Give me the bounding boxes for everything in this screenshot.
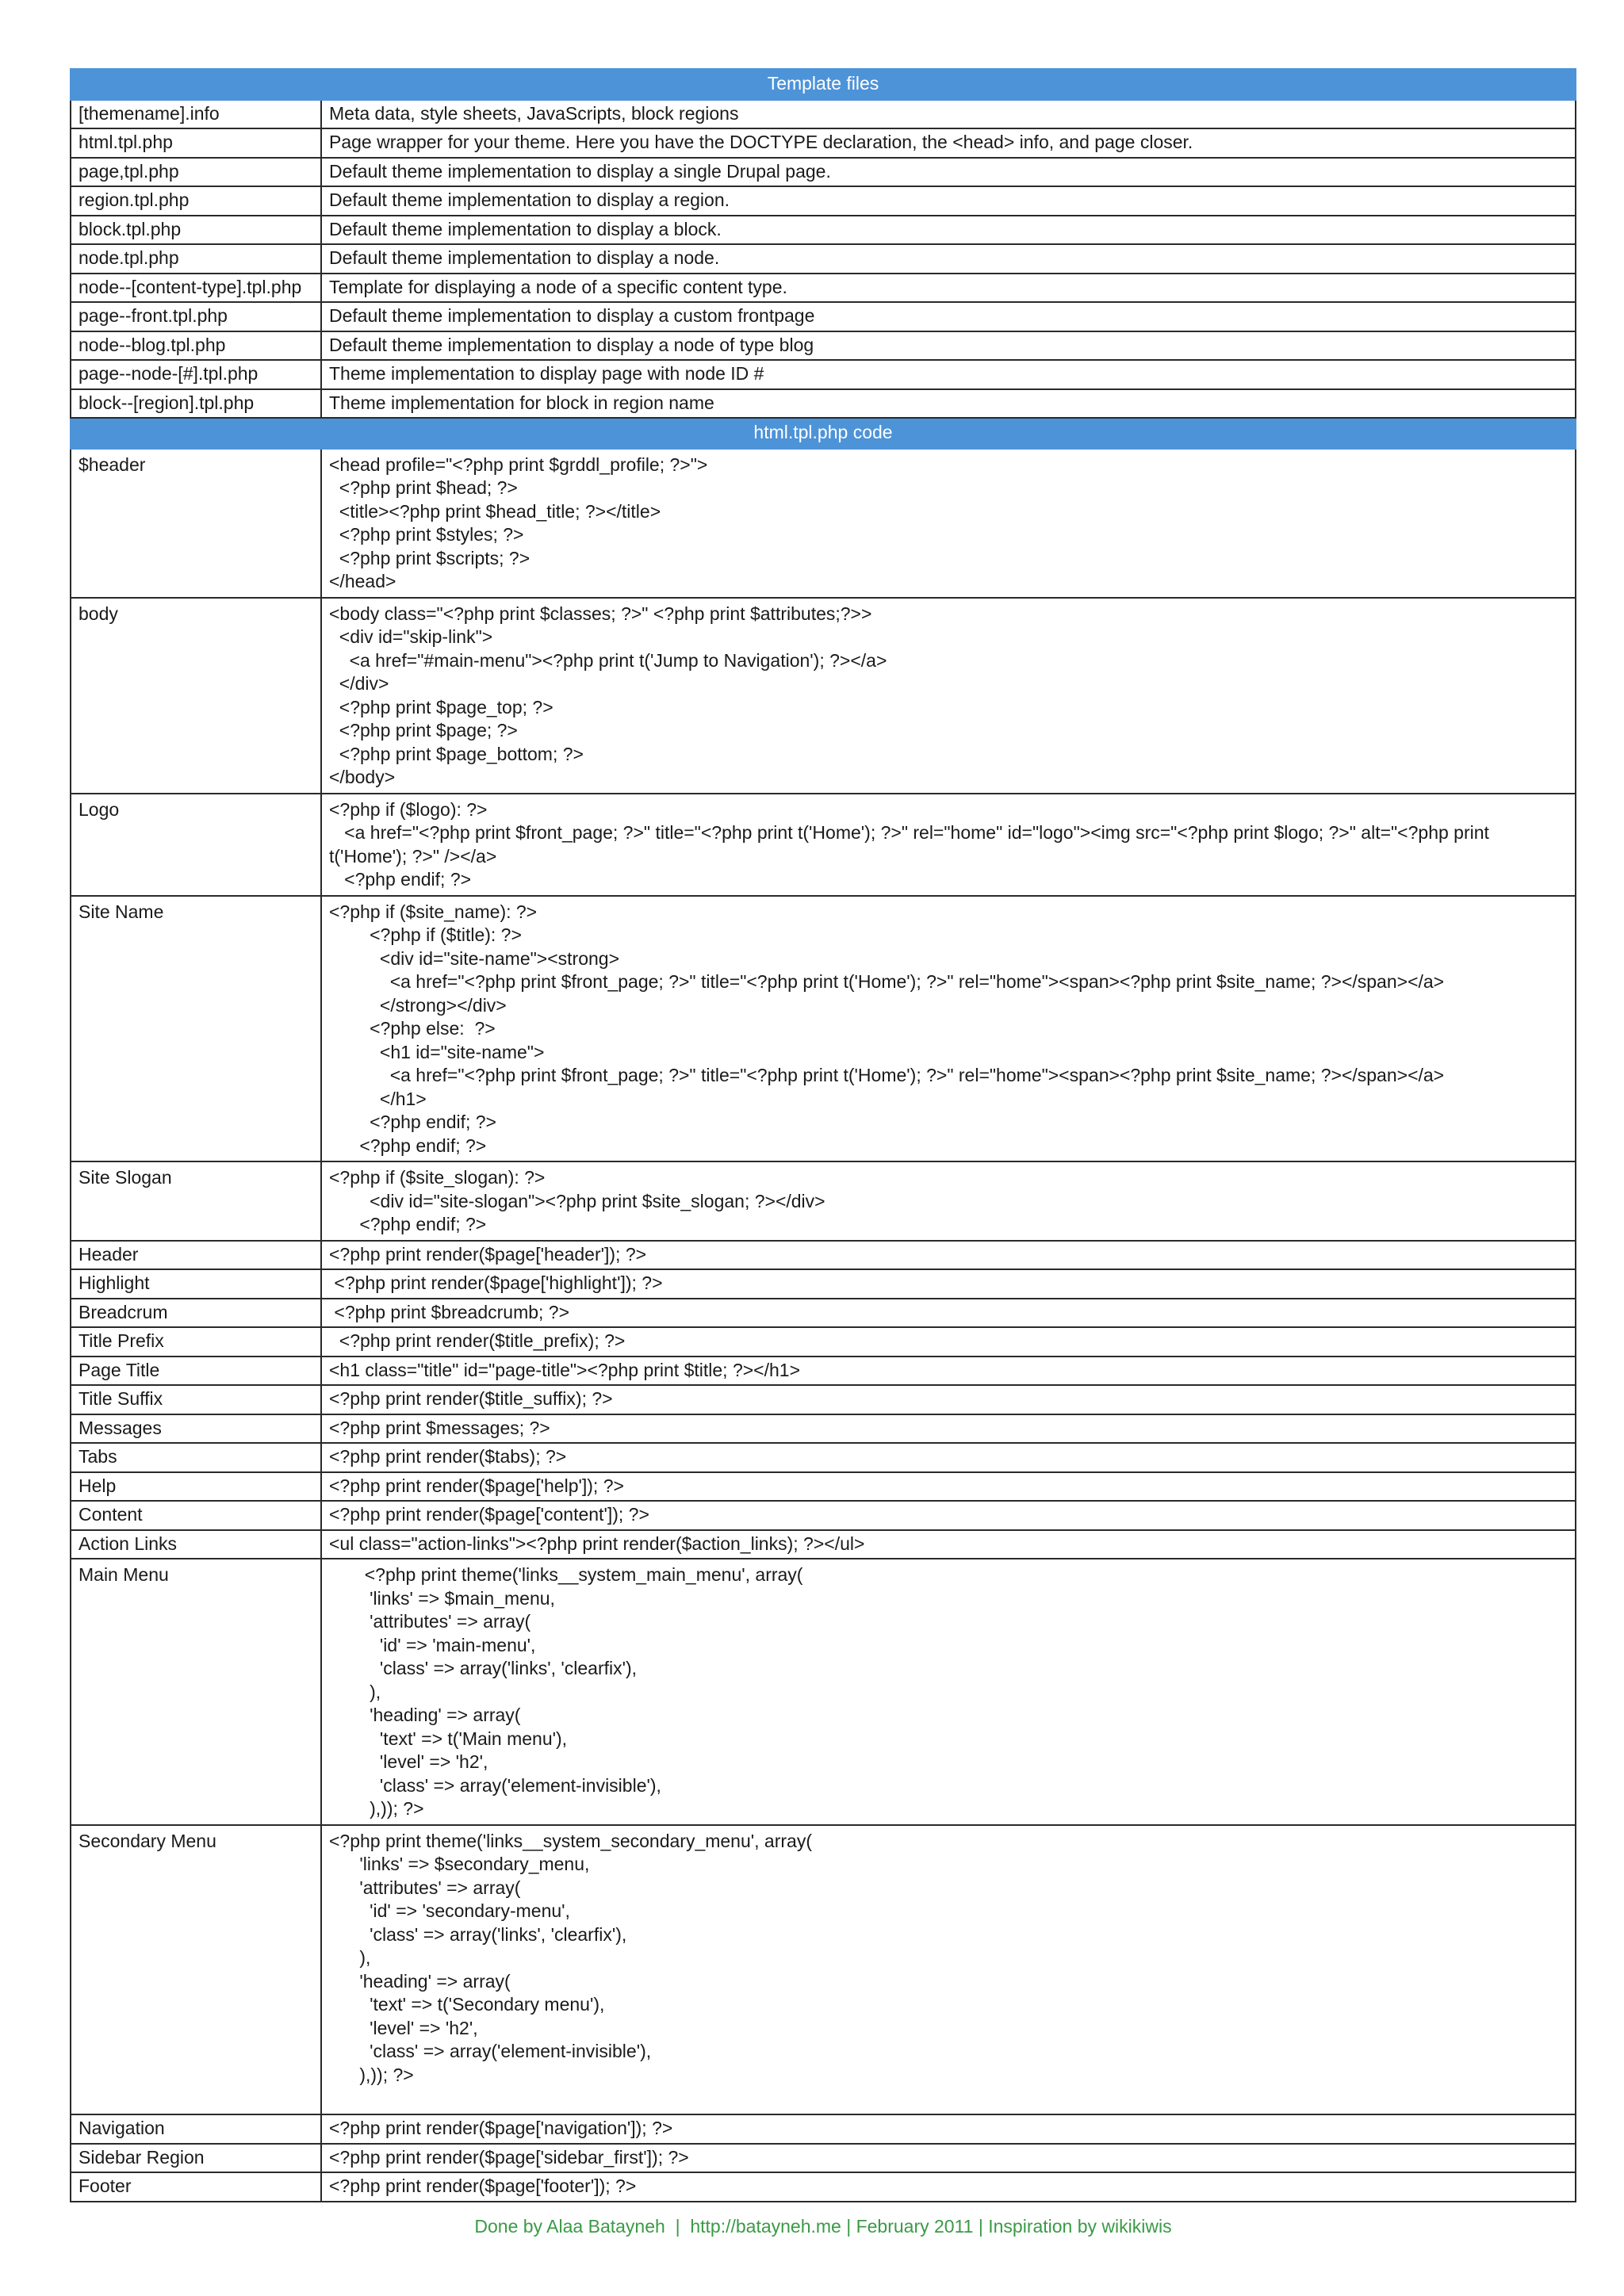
- file-description: Template for displaying a node of a specific content type.: [321, 274, 1576, 303]
- table-row: [71, 274, 1576, 303]
- region-label: Logo: [71, 794, 321, 896]
- code-snippet: <ul class="action-links"><?php print render($action_links); ?></ul>: [321, 1530, 1576, 1559]
- table-row: [71, 186, 1576, 216]
- table-row: [71, 896, 1576, 1162]
- table-row: [71, 360, 1576, 389]
- table-row: [71, 1357, 1576, 1386]
- region-label: Footer: [71, 2172, 321, 2202]
- code-snippet: <?php print render($page['content']); ?>: [321, 1501, 1576, 1530]
- file-description: Default theme implementation to display a region.: [321, 186, 1576, 216]
- file-description: Page wrapper for your theme. Here you have the DOCTYPE declaration, the <head> info, and page closer.: [321, 128, 1576, 158]
- code-snippet: <?php print render($page['footer']); ?>: [321, 2172, 1576, 2202]
- table-row: [71, 244, 1576, 274]
- region-label: Action Links: [71, 1530, 321, 1559]
- table-row: [71, 1501, 1576, 1530]
- file-description: Default theme implementation to display a node.: [321, 244, 1576, 274]
- table-row: [71, 2144, 1576, 2173]
- code-snippet: <?php print render($page['header']); ?>: [321, 1241, 1576, 1270]
- code-snippet: <?php if ($site_name): ?> <?php if ($title): ?> <div id="site-name"><strong> <a href="<?php print $front_page; ?>" title="<?php print t('Home'); ?>" rel="home"><span><?php print $site_name; ?></span></a> </strong></div> <?php else: ?> <h1 id="site-name"> <a href="<?php print $front_page; ?>" title="<?php print t('Home'); ?>" rel="home"><span><?php print $site_name; ?></span></a> </h1> <?php endif; ?> <?php endif; ?>: [321, 896, 1576, 1162]
- region-label: Site Slogan: [71, 1161, 321, 1241]
- table-row: [71, 1443, 1576, 1472]
- region-label: Messages: [71, 1414, 321, 1444]
- file-name: region.tpl.php: [71, 186, 321, 216]
- region-label: body: [71, 598, 321, 794]
- code-snippet: <?php print theme('links__system_secondary_menu', array( 'links' => $secondary_menu, 'attributes' => array( 'id' => 'secondary-menu', 'class' => array('links', 'clearfix'), ), 'heading' => array( 'text' => t('Secondary menu'), 'level' => 'h2', 'class' => array('element-invisible'), ),)); ?>: [321, 1825, 1576, 2115]
- region-label: $header: [71, 449, 321, 598]
- file-name: node--[content-type].tpl.php: [71, 274, 321, 303]
- region-label: Site Name: [71, 896, 321, 1162]
- table-row: [71, 1825, 1576, 2115]
- code-snippet: <?php print render($page['navigation']); ?>: [321, 2114, 1576, 2144]
- credit-footer: Done by Alaa Batayneh | http://batayneh.me | February 2011 | Inspiration by wikikiwis: [474, 2216, 1172, 2237]
- region-label: Content: [71, 1501, 321, 1530]
- code-snippet: <?php if ($site_slogan): ?> <div id="site-slogan"><?php print $site_slogan; ?></div> <?php endif; ?>: [321, 1161, 1576, 1241]
- region-label: Tabs: [71, 1443, 321, 1472]
- file-name: block.tpl.php: [71, 216, 321, 245]
- reference-table: [70, 68, 1576, 2202]
- table-row: [71, 1241, 1576, 1270]
- code-snippet: <h1 class="title" id="page-title"><?php print $title; ?></h1>: [321, 1357, 1576, 1386]
- file-name: page--node-[#].tpl.php: [71, 360, 321, 389]
- region-label: Help: [71, 1472, 321, 1502]
- section-title: Template files: [71, 69, 1576, 100]
- region-label: Sidebar Region: [71, 2144, 321, 2173]
- file-name: node--blog.tpl.php: [71, 331, 321, 361]
- file-name: node.tpl.php: [71, 244, 321, 274]
- file-description: Default theme implementation to display a custom frontpage: [321, 302, 1576, 331]
- region-label: Main Menu: [71, 1559, 321, 1825]
- code-snippet: <?php print render($page['help']); ?>: [321, 1472, 1576, 1502]
- table-row: [71, 1559, 1576, 1825]
- code-snippet: <body class="<?php print $classes; ?>" <?php print $attributes;?>> <div id="skip-link"> <a href="#main-menu"><?php print t('Jump to Navigation'); ?></a> </div> <?php print $page_top; ?> <?php print $page; ?> <?php print $page_bottom; ?> </body>: [321, 598, 1576, 794]
- table-row: [71, 794, 1576, 896]
- region-label: Header: [71, 1241, 321, 1270]
- table-row: [71, 331, 1576, 361]
- region-label: Page Title: [71, 1357, 321, 1386]
- code-snippet: <head profile="<?php print $grddl_profile; ?>"> <?php print $head; ?> <title><?php print $head_title; ?></title> <?php print $styles; ?> <?php print $scripts; ?> </head>: [321, 449, 1576, 598]
- code-snippet: <?php print render($tabs); ?>: [321, 1443, 1576, 1472]
- file-name: [themename].info: [71, 100, 321, 129]
- code-snippet: <?php print $messages; ?>: [321, 1414, 1576, 1444]
- table-row: [71, 598, 1576, 794]
- table-row: [71, 216, 1576, 245]
- region-label: Title Suffix: [71, 1385, 321, 1414]
- file-description: Default theme implementation to display a single Drupal page.: [321, 158, 1576, 187]
- code-snippet: <?php print render($page['sidebar_first']); ?>: [321, 2144, 1576, 2173]
- table-row: [71, 2114, 1576, 2144]
- file-name: block--[region].tpl.php: [71, 389, 321, 419]
- region-label: Secondary Menu: [71, 1825, 321, 2115]
- table-row: [71, 2172, 1576, 2202]
- table-row: [71, 1299, 1576, 1328]
- code-snippet: <?php print render($page['highlight']); ?>: [321, 1269, 1576, 1299]
- section-title: html.tpl.php code: [71, 418, 1576, 449]
- file-description: Meta data, style sheets, JavaScripts, block regions: [321, 100, 1576, 129]
- table-row: [71, 1414, 1576, 1444]
- file-description: Theme implementation for block in region name: [321, 389, 1576, 419]
- code-snippet: <?php print render($title_suffix); ?>: [321, 1385, 1576, 1414]
- table-row: [71, 1472, 1576, 1502]
- section-header-template-files: [71, 69, 1576, 100]
- table-row: [71, 158, 1576, 187]
- file-name: html.tpl.php: [71, 128, 321, 158]
- table-row: [71, 1161, 1576, 1241]
- file-name: page,tpl.php: [71, 158, 321, 187]
- table-row: [71, 302, 1576, 331]
- code-snippet: <?php if ($logo): ?> <a href="<?php print $front_page; ?>" title="<?php print t('Home'); ?>" rel="home" id="logo"><img src="<?php print $logo; ?>" alt="<?php print t('Home'); ?>" /></a> <?php endif; ?>: [321, 794, 1576, 896]
- file-description: Default theme implementation to display a block.: [321, 216, 1576, 245]
- file-description: Default theme implementation to display a node of type blog: [321, 331, 1576, 361]
- table-row: [71, 100, 1576, 129]
- region-label: Breadcrum: [71, 1299, 321, 1328]
- table-row: [71, 389, 1576, 419]
- code-snippet: <?php print render($title_prefix); ?>: [321, 1327, 1576, 1357]
- table-row: [71, 1327, 1576, 1357]
- region-label: Highlight: [71, 1269, 321, 1299]
- table-row: [71, 449, 1576, 598]
- table-row: [71, 1269, 1576, 1299]
- table-row: [71, 1530, 1576, 1559]
- table-row: [71, 1385, 1576, 1414]
- region-label: Title Prefix: [71, 1327, 321, 1357]
- section-header-html-code: [71, 418, 1576, 449]
- table-row: [71, 128, 1576, 158]
- region-label: Navigation: [71, 2114, 321, 2144]
- code-snippet: <?php print $breadcrumb; ?>: [321, 1299, 1576, 1328]
- file-name: page--front.tpl.php: [71, 302, 321, 331]
- code-snippet: <?php print theme('links__system_main_menu', array( 'links' => $main_menu, 'attributes' => array( 'id' => 'main-menu', 'class' => array('links', 'clearfix'), ), 'heading' => array( 'text' => t('Main menu'), 'level' => 'h2', 'class' => array('element-invisible'), ),)); ?>: [321, 1559, 1576, 1825]
- file-description: Theme implementation to display page with node ID #: [321, 360, 1576, 389]
